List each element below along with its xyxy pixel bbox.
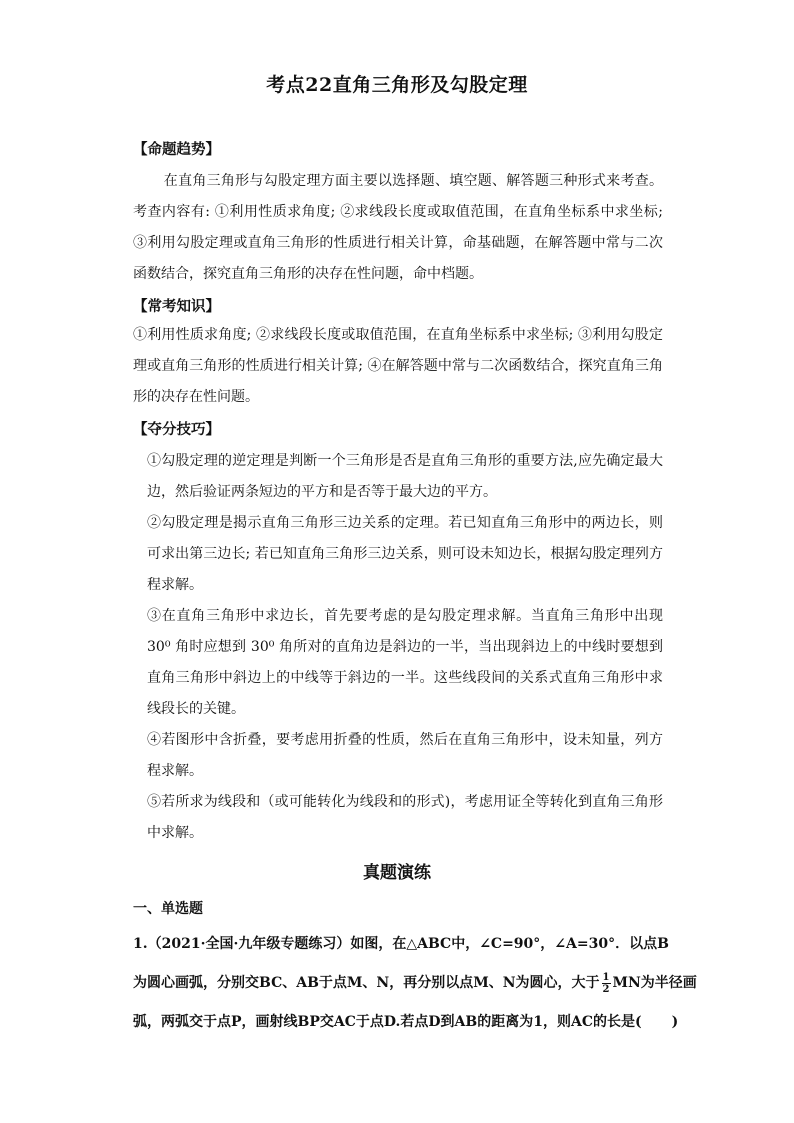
trend-heading: 【命题趋势】 <box>133 142 220 158</box>
tip-item-2: ②勾股定理是揭示直角三角形三边关系的定理。若已知直角三角形中的两边长，则可求出第三边长; 若已知直角三角形三边关系，则可设未知边长，根据勾股定理列方程求解。 <box>147 515 663 593</box>
trend-paragraph: 在直角三角形与勾股定理方面主要以选择题、填空题、解答题三种形式来考查。考查内容有: ①利用性质求角度; ②求线段长度或取值范围，在直角坐标系中求坐标; ③利用勾股定理或直角三角形的性质进行相关计算，命基础题，在解答题中常与二次函数结合，探究直角三角形的决存在性问题，命中档题。 <box>133 173 663 282</box>
tip-item-5: ⑤若所求为线段和（或可能转化为线段和的形式)，考虑用证全等转化到直角三角形中求解。 <box>147 794 663 841</box>
question-1-line-2-end: MN为半径画 <box>612 975 697 991</box>
question-1 <box>133 925 697 1042</box>
tips-heading: 【夺分技巧】 <box>133 422 220 438</box>
question-1-line-2 <box>133 964 697 1003</box>
question-1-line-3-text: 弧，两弧交于点P，画射线BP交AC于点D.若点D到AB的距离为1，则AC的长是( <box>133 1014 642 1030</box>
answer-close-paren: ) <box>671 1014 679 1030</box>
page-title: 考点22直角三角形及勾股定理 <box>266 74 528 96</box>
practice-heading: 真题演练 <box>363 863 431 883</box>
knowledge-paragraph: ①利用性质求角度; ②求线段长度或取值范围，在直角坐标系中求坐标; ③利用勾股定理或直角三角形的性质进行相关计算; ④在解答题中常与二次函数结合，探究直角三角形的决存在性问题。 <box>133 327 663 405</box>
question-1-line-1: 1.（2021·全国·九年级专题练习）如图，在△ABC中，∠C=90°，∠A=30°．以点B <box>133 936 669 952</box>
tip-item-4: ④若图形中含折叠，要考虑用折叠的性质，然后在直角三角形中，设未知量，列方程求解。 <box>147 732 663 779</box>
question-1-line-3 <box>133 1003 679 1042</box>
knowledge-heading: 【常考知识】 <box>133 299 220 315</box>
fraction-denominator: 2 <box>602 983 610 995</box>
tip-item-3: ③在直角三角形中求边长，首先要考虑的是勾股定理求解。当直角三角形中出现 30⁰ 角时应想到 30⁰ 角所对的直角边是斜边的一半，当出现斜边上的中线时要想到直角三角形中斜边上的中线等于斜边的一半。这些线段间的关系式直角三角形中求线段长的关键。 <box>147 608 663 717</box>
question-1-line-2-start: 为圆心画弧，分别交BC、AB于点M、N，再分别以点M、N为圆心，大于 <box>133 975 600 991</box>
fraction-one-half <box>602 972 611 995</box>
fraction-numerator: 1 <box>602 971 610 983</box>
practice-section-label: 一、单选题 <box>133 901 203 917</box>
tip-item-1: ①勾股定理的逆定理是判断一个三角形是否是直角三角形的重要方法,应先确定最大边，然后验证两条短边的平方和是否等于最大边的平方。 <box>147 453 663 500</box>
